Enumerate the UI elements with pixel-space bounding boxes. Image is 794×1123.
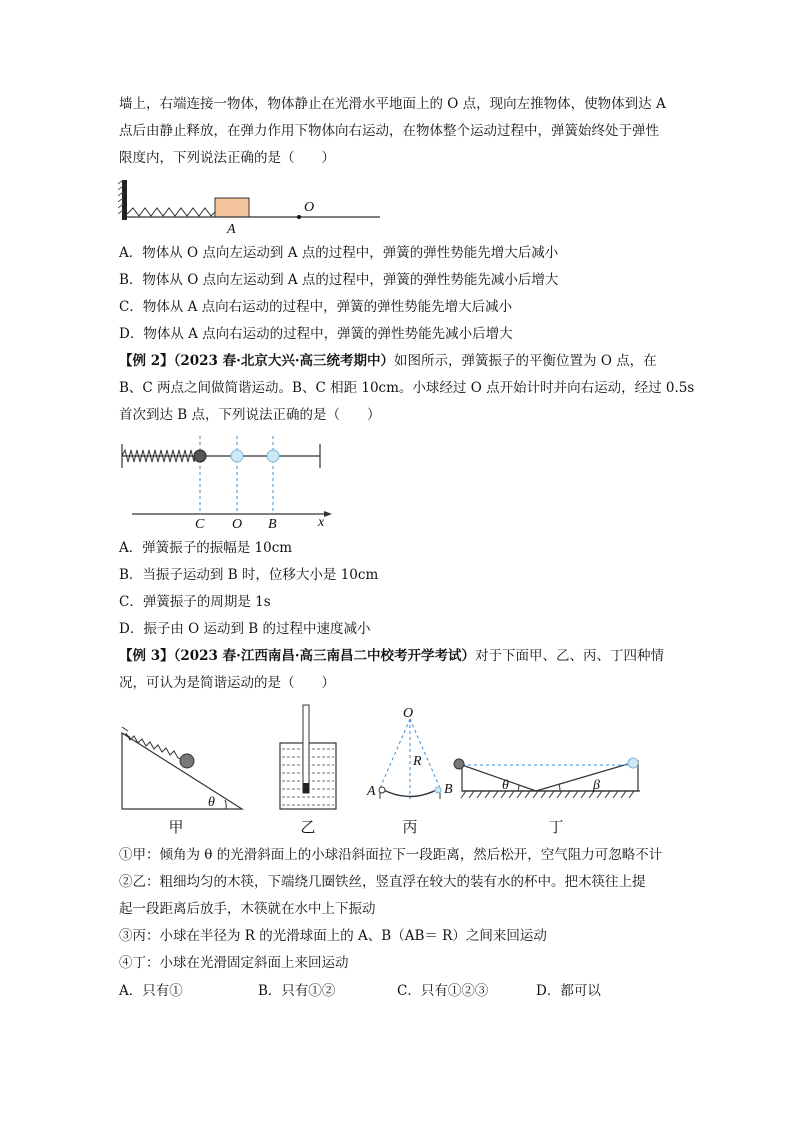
ex2-tag: 【例 2】 [119,353,174,369]
ball-c [194,450,206,462]
label-o: O [232,517,243,530]
q3-option-d: D．都可以 [536,983,601,999]
intro-line-3: 限度内，下列说法正确的是（ ） [119,150,335,166]
intro-line-1: 墙上，右端连接一物体，物体静止在光滑水平地面上的 O 点，现向左推物体，使物体到达 A [119,96,666,112]
statement-2: ②乙：粗细均匀的木筷，下端绕几圈铁丝，竖直浮在较大的装有水的杯中。把木筷往上提 [119,874,646,890]
spring [127,208,215,216]
q2-option-d: D．振子由 O 运动到 B 的过程中速度减小 [119,621,371,637]
case-jia [122,727,242,810]
ball-o [231,450,243,462]
label-x: x [318,515,325,530]
q3-option-b: B．只有①② [258,983,336,999]
ex2-line-1 [119,352,657,370]
intro-line-2: 点后由静止释放，在弹力作用下物体向右运动，在物体整个运动过程中，弹簧始终处于弹性 [119,123,659,139]
ex2-source: （2023 春·北京大兴·高三统考期中） [173,353,395,369]
q1-option-a: A．物体从 O 点向左运动到 A 点的过程中，弹簧的弹性势能先增大后减小 [119,245,559,261]
q3-option-c: C．只有①②③ [397,983,489,999]
figure-four-cases [118,703,648,815]
label-theta-ding: θ [502,778,509,793]
q1-option-d: D．物体从 A 点向右运动的过程中，弹簧的弹性势能先减小后增大 [119,326,513,342]
statement-2-cont: 起一段距离后放手，木筷就在水中上下振动 [119,901,376,917]
ex3-line-2: 况，可认为是简谐运动的是（ ） [119,675,335,691]
label-a: A [227,222,236,237]
ball-b [267,450,279,462]
case-ding [454,758,640,798]
caption-ding: 丁 [548,818,564,836]
q1-option-c: C．物体从 A 点向右运动的过程中，弹簧的弹性势能先增大后减小 [119,299,513,315]
ex3-line-1 [119,647,664,665]
caption-bing: 丙 [402,818,418,836]
ex3-source: （2023 春·江西南昌·高三南昌二中校考开学考试） [173,648,476,664]
label-b: B [268,517,277,530]
q2-option-a: A．弹簧振子的振幅是 10cm [119,540,293,556]
ex3-text: 对于下面甲、乙、丙、丁四种情 [475,648,665,664]
case-bing [366,706,453,799]
label-c: C [195,517,205,530]
figure-spring-block [118,178,383,238]
label-r: R [413,754,422,769]
ex2-line-2: B、C 两点之间做简谐运动。B、C 相距 10cm。小球经过 O 点开始计时并向右运动，经过 0.5s [119,380,695,396]
label-b-bing: B [444,782,453,797]
statement-4: ④丁：小球在光滑固定斜面上来回运动 [119,955,349,971]
statement-1: ①甲：倾角为 θ 的光滑斜面上的小球沿斜面拉下一段距离，然后松开，空气阻力可忽略不计 [119,847,663,863]
label-o-bing: O [403,706,414,721]
ex3-tag: 【例 3】 [119,648,174,664]
ex2-line-3: 首次到达 B 点，下列说法正确的是（ ） [119,407,381,423]
ex2-text: 如图所示，弹簧振子的平衡位置为 O 点，在 [394,353,657,369]
q2-option-c: C．弹簧振子的周期是 1s [119,594,271,610]
case-yi [280,705,336,809]
q3-option-a: A．只有① [119,983,183,999]
caption-yi: 乙 [300,818,316,836]
block [215,198,249,217]
label-beta: β [593,778,600,793]
label-theta-jia: θ [208,795,215,810]
caption-jia: 甲 [168,818,184,836]
figure-spring-oscillator [118,436,340,530]
statement-3: ③丙：小球在半径为 R 的光滑球面上的 A、B（AB＝ R）之间来回运动 [119,928,547,944]
q2-option-b: B．当振子运动到 B 时，位移大小是 10cm [119,567,379,583]
label-o: O [304,200,315,215]
q1-option-b: B．物体从 O 点向左运动到 A 点的过程中，弹簧的弹性势能先减小后增大 [119,272,559,288]
label-a-bing: A [367,784,376,799]
